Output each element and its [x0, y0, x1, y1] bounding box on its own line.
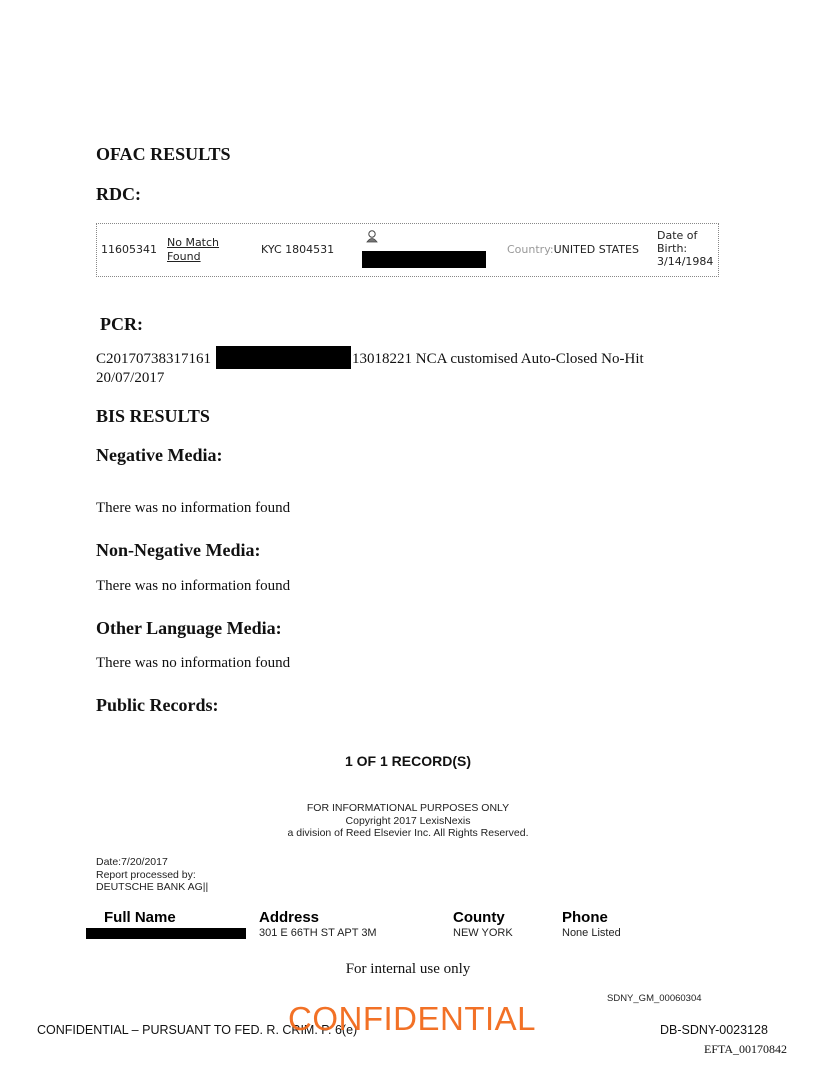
disclaimer-line1: FOR INFORMATIONAL PURPOSES ONLY	[306, 802, 510, 814]
report-date: Date:7/20/2017	[96, 856, 168, 868]
rdc-id: 11605341	[101, 243, 157, 256]
col-header-phone: Phone	[562, 909, 608, 926]
disclaimer-line2: Copyright 2017 LexisNexis	[345, 814, 471, 827]
confidential-notice: CONFIDENTIAL – PURSUANT TO FED. R. CRIM. P. 6(e)	[37, 1023, 358, 1037]
public-records-heading: Public Records:	[96, 695, 219, 715]
report-meta	[96, 856, 208, 894]
processed-by-value: DEUTSCHE BANK AG||	[96, 881, 209, 893]
pcr-suffix: 13018221 NCA customised Auto-Closed No-Hit	[352, 351, 644, 367]
non-negative-media-heading: Non-Negative Media:	[96, 540, 261, 560]
records-count: 1 OF 1 RECORD(S)	[344, 753, 471, 769]
rdc-country	[507, 243, 639, 256]
rdc-status-line1: No Match	[167, 236, 220, 249]
disclaimer-line3: a division of Reed Elsevier Inc. All Rights Reserved.	[287, 827, 529, 839]
rdc-status-link[interactable]	[167, 236, 219, 264]
dob-line1: Date of	[657, 229, 698, 242]
redaction-box	[216, 346, 351, 369]
bates-right: DB-SDNY-0023128	[660, 1023, 768, 1037]
other-language-text: There was no information found	[96, 655, 291, 671]
negative-media-text: There was no information found	[96, 500, 291, 516]
internal-use-note: For internal use only	[345, 961, 471, 977]
rdc-dob	[657, 229, 713, 268]
non-negative-media-text: There was no information found	[96, 578, 291, 594]
efta-number: EFTA_00170842	[704, 1042, 788, 1056]
pcr-date: 20/07/2017	[96, 370, 165, 386]
negative-media-heading: Negative Media:	[96, 445, 223, 465]
redaction-box	[362, 251, 486, 268]
cell-county: NEW YORK	[453, 927, 513, 939]
pcr-prefix: C20170738317161	[96, 351, 212, 367]
rdc-result-box	[96, 223, 719, 277]
processed-by-label: Report processed by:	[96, 868, 196, 881]
col-header-address: Address	[259, 909, 320, 926]
cell-address: 301 E 66TH ST APT 3M	[259, 927, 377, 939]
rdc-kyc: KYC 1804531	[261, 243, 335, 256]
dob-line3: 3/14/1984	[657, 255, 714, 268]
cell-phone: None Listed	[562, 927, 621, 939]
ofac-heading: OFAC RESULTS	[96, 144, 231, 164]
rdc-status-line2: Found	[167, 250, 201, 263]
disclaimer	[0, 802, 816, 840]
bis-heading: BIS RESULTS	[96, 406, 210, 426]
confidential-stamp: CONFIDENTIAL	[288, 1000, 537, 1037]
country-label: Country:	[507, 243, 554, 256]
other-language-heading: Other Language Media:	[96, 618, 282, 638]
rdc-heading: RDC:	[96, 184, 141, 204]
pcr-heading: PCR:	[100, 314, 143, 334]
country-value: UNITED STATES	[553, 243, 639, 256]
person-icon	[365, 229, 379, 246]
col-header-county: County	[453, 909, 505, 926]
col-header-full-name: Full Name	[104, 909, 176, 926]
redaction-box	[86, 928, 246, 939]
dob-line2: Birth:	[657, 242, 688, 255]
bates-top: SDNY_GM_00060304	[607, 993, 702, 1004]
